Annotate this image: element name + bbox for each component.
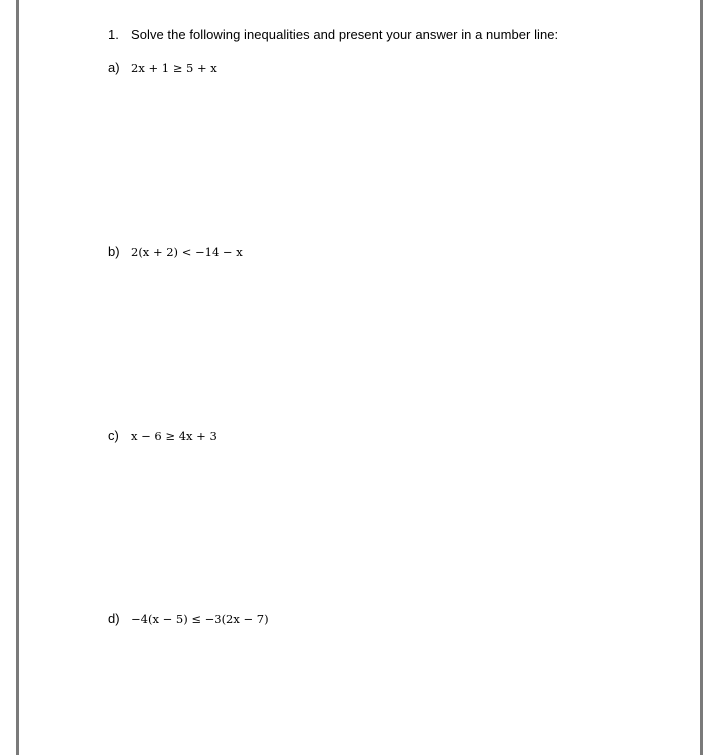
page-border-left [16, 0, 19, 755]
inequality-item-a [108, 60, 217, 75]
question-number: 1. [108, 27, 119, 42]
inequality-expression: 2x + 1 ≥ 5 + x [131, 61, 217, 75]
inequality-expression: −4(x − 5) ≤ −3(2x − 7) [131, 612, 269, 626]
inequality-item-b [108, 244, 243, 259]
item-label: b) [108, 244, 120, 259]
question-heading [108, 27, 558, 42]
inequality-expression: 2(x + 2) < −14 − x [131, 245, 243, 259]
question-text: Solve the following inequalities and present your answer in a number line: [131, 27, 559, 42]
item-label: d) [108, 611, 120, 626]
inequality-item-d [108, 611, 269, 626]
inequality-item-c [108, 428, 217, 443]
item-label: c) [108, 428, 119, 443]
item-label: a) [108, 60, 120, 75]
inequality-expression: x − 6 ≥ 4x + 3 [131, 429, 217, 443]
page-border-right [700, 0, 703, 755]
